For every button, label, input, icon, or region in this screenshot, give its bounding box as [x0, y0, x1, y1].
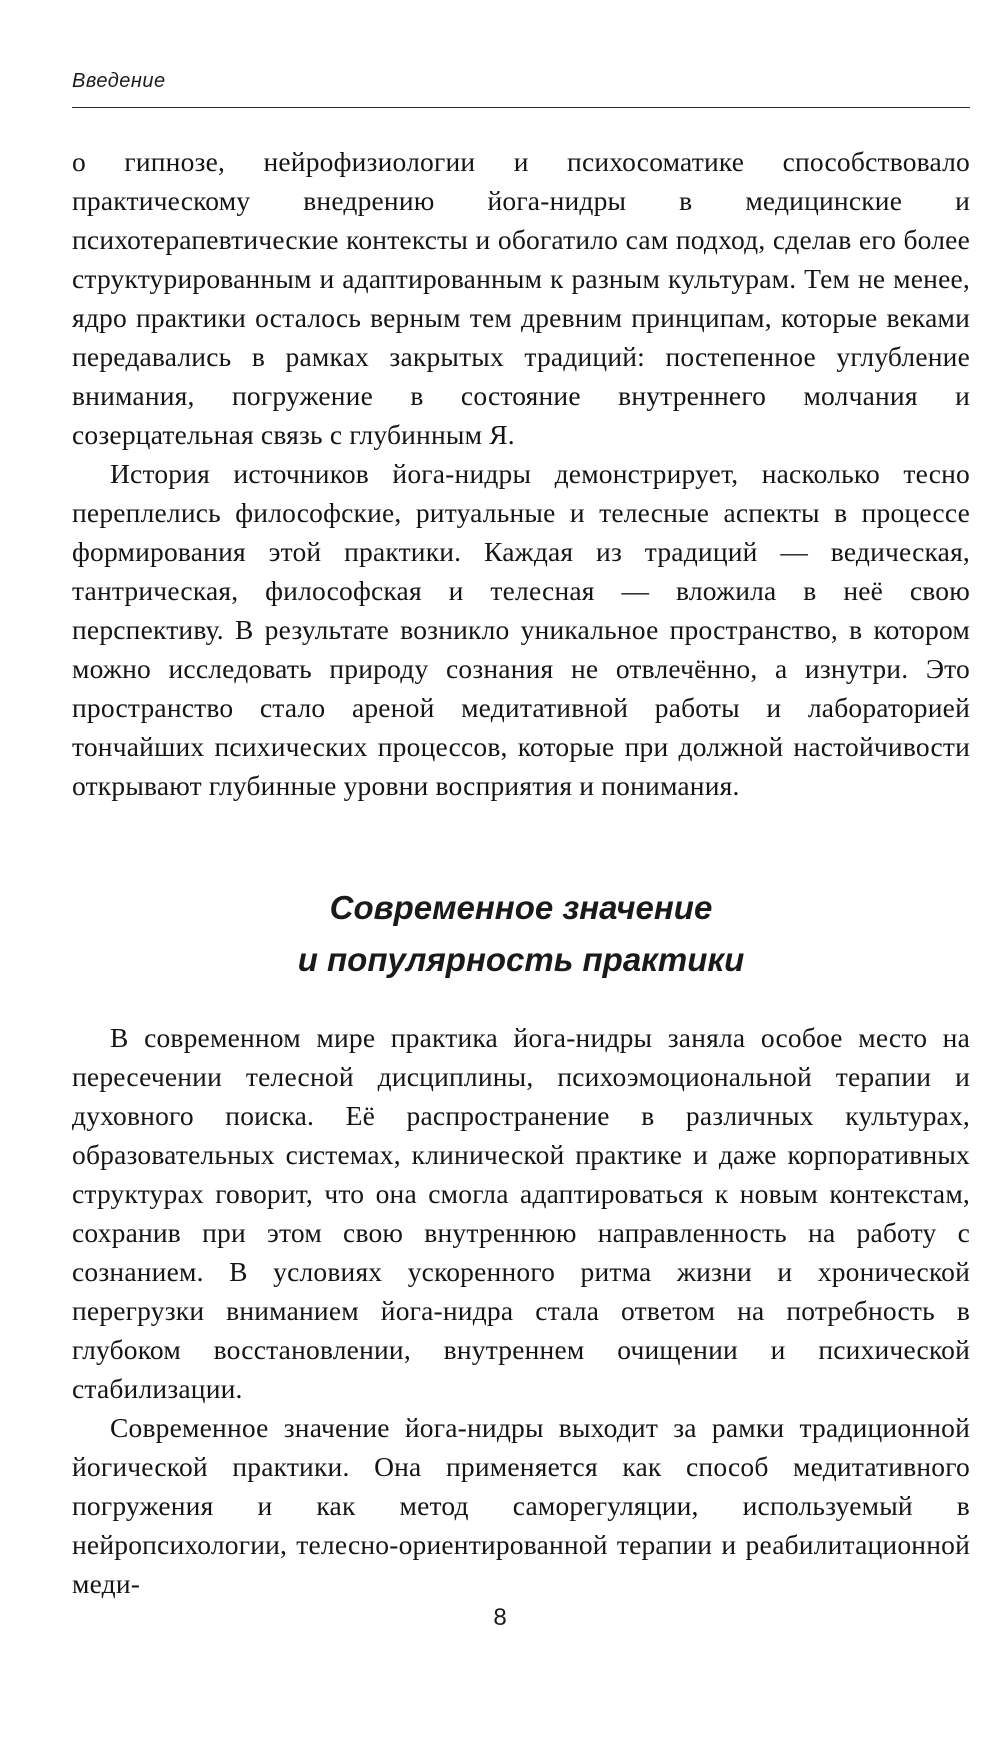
running-head: Введение	[72, 70, 166, 92]
page-number: 8	[493, 1604, 507, 1631]
top-text-block	[72, 142, 970, 805]
section-heading	[72, 882, 970, 986]
section-heading-line-1: Современное значение	[329, 889, 713, 926]
paragraph-continued: о гипнозе, нейрофизиологии и психосоматике способствовало практическому внедрению йога-нидры в медицинские и психотерапевтические контексты и обогатило сам подход, сделав его более структурированным и адаптированным к разным культурам. Тем не менее, ядро практики осталось верным тем древним принципам, которые веками передавались в рамках закрытых традиций: постепенное углубление внимания, погружение в состояние внутреннего молчания и созерцательная связь с глубинным Я.	[72, 146, 970, 450]
section-heading-line-2: и популярность практики	[297, 941, 745, 978]
header-rule	[72, 107, 970, 108]
paragraph-sources-history: История источников йога-нидры демонстрирует, насколько тесно переплелись философские, ритуальные и телесные аспекты в процессе формирования этой практики. Каждая из традиций — ведическая, тантрическая, философская и телесная — вложила в неё свою перспективу. В результате возникло уникальное пространство, в котором можно исследовать природу сознания не отвлечённо, а изнутри. Это пространство стало ареной медитативной работы и лабораторией тончайших психических процессов, которые при должной настойчивости открывают глубинные уровни восприятия и понимания.	[72, 458, 970, 801]
bottom-text-block	[72, 1018, 970, 1603]
paragraph-modern-world: В современном мире практика йога-нидры заняла особое место на пересечении телесной дисциплины, психоэмоциональной терапии и духовного поиска. Её распространение в различных культурах, образовательных системах, клинической практике и даже корпоративных структурах говорит, что она смогла адаптироваться к новым контекстам, сохранив при этом свою внутреннюю направленность на работу с сознанием. В условиях ускоренного ритма жизни и хронической перегрузки вниманием йога-нидра стала ответом на потребность в глубоком восстановлении, внутреннем очищении и психической стабилизации.	[72, 1022, 970, 1404]
paragraph-modern-significance: Современное значение йога-нидры выходит за рамки традиционной йогической практики. Она применяется как способ медитативного погружения и как метод саморегуляции, используемый в нейропсихологии, телесно-ориентированной терапии и реабилитационной меди-	[72, 1412, 970, 1599]
